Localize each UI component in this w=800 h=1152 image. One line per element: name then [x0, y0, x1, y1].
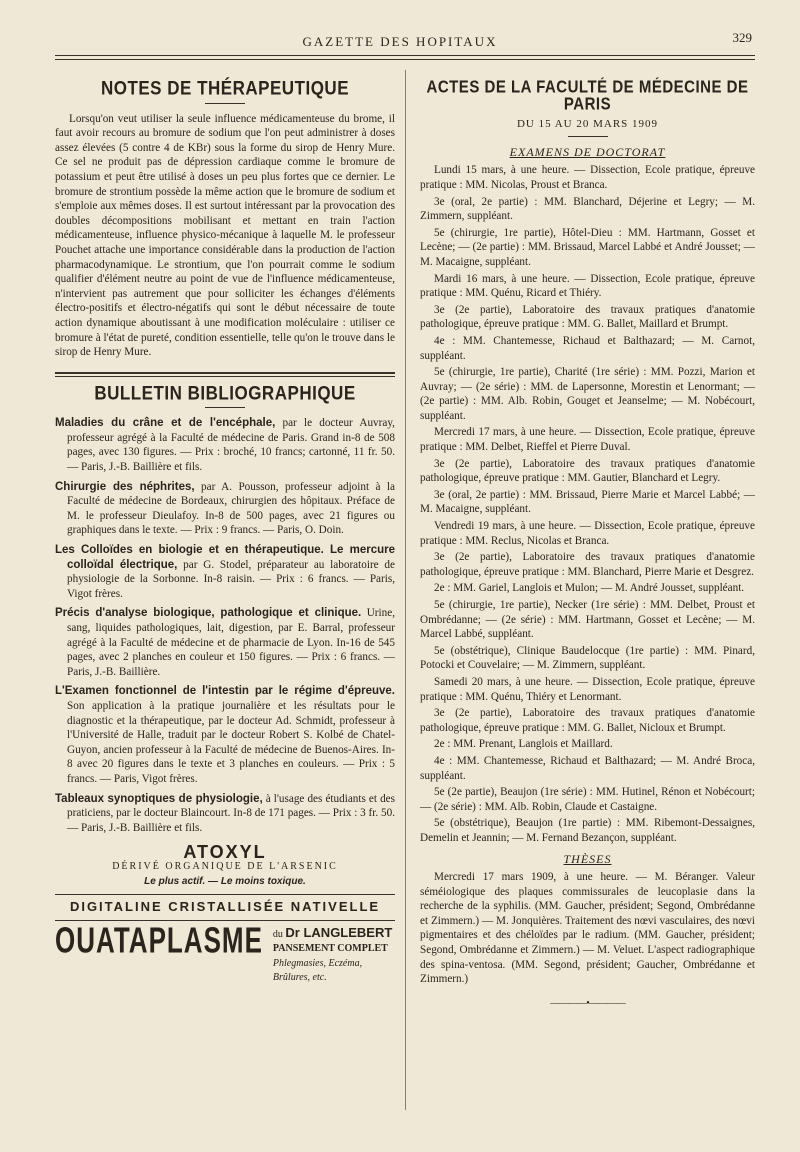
exam-list: [420, 163, 755, 845]
bib-title: Les Colloïdes en biologie et en thérapeutique. Le mercure colloïdal électrique,: [55, 544, 395, 571]
notes-title: NOTES DE THÉRAPEUTIQUE: [100, 77, 350, 100]
running-title: GAZETTE DES HOPITAUX: [302, 34, 498, 49]
bib-text: par A. Pousson, professeur adjoint à la Faculté de médecine de Bordeaux, chirurgien des hôpitaux. Préface de M. le professeur Dieulafoy. In-8 de 500 pages, avec 21 figures ou graphiques dans le texte. — Prix : 9 francs. — Paris, O. Doin.: [67, 480, 396, 537]
bib-entry: [55, 684, 395, 786]
bib-entry: [55, 480, 395, 538]
ad-ouataplasme-row: [55, 918, 395, 986]
exam-paragraph: 5e (chirurgie, 1re partie), Charité (1re série) : MM. Pozzi, Marion et Auvray; — (2e série) : MM. de Lapersonne, Morestin et Lenormant; — (2e partie) : MM. Alb. Robin, Gouget et Jeanselme; — M. Nobécourt, suppléant.: [420, 366, 755, 422]
exam-paragraph: 3e (oral, 2e partie) : MM. Brissaud, Pierre Marie et Marcel Labbé; — M. Macaigne, suppléant.: [420, 488, 755, 516]
bib-title: Précis d'analyse biologique, pathologique et clinique.: [55, 607, 362, 620]
ad-atoxyl: ATOXYL: [183, 842, 267, 863]
section-separator: [55, 372, 395, 377]
actes-dates: DU 15 AU 20 MARS 1909: [516, 118, 659, 131]
bib-text: Son application à la pratique journalière et les résultats pour le diagnostic et la thérapeutique, par le docteur Ad. Schmidt, professeur à l'Université de Halle, traduit par le docteur Robert S. Kolbé de Chatel-Guyon, ancien professeur à la Faculté de médecine de Buenos-Aires. In-8 avec 20 figures dans le texte et 3 planches en couleurs. — Prix : 5 francs. — Paris, Vigot frères.: [67, 699, 395, 785]
title-rule: [568, 136, 608, 137]
bib-title: Chirurgie des néphrites,: [55, 480, 195, 493]
exam-paragraph: 3e (2e partie), Laboratoire des travaux pratiques d'anatomie pathologique, épreuve pratique : MM. Gautier, Blanchard et Legry.: [420, 457, 755, 485]
ad-du: du: [272, 928, 283, 940]
bib-text: par G. Stodel, préparateur au laboratoire de physiologie de la Sorbonne. In-8 raisin. — Prix : 6 francs. — Paris, Vigot frères.: [67, 558, 395, 600]
exam-paragraph: 2e : MM. Gariel, Langlois et Mulon; — M. André Jousset, suppléant.: [434, 582, 745, 595]
bib-title: Maladies du crâne et de l'encéphale,: [55, 417, 276, 430]
exam-paragraph: 5e (chirurgie, 1re partie), Hôtel-Dieu : MM. Hartmann, Gosset et Lecène; — (2e partie) : MM. Brissaud, Marcel Labbé et André Jousset; — M. Macaigne, suppléant.: [420, 226, 755, 268]
ad-atoxyl-tagline: Le plus actif. — Le moins toxique.: [144, 875, 306, 887]
ad-atoxyl-sub: DÉRIVÉ ORGANIQUE DE L'ARSENIC: [112, 860, 338, 872]
actes-title: ACTES DE LA FACULTÉ DE MÉDECINE DE PARIS: [426, 77, 749, 114]
exam-paragraph: 3e (oral, 2e partie) : MM. Blanchard, Déjerine et Legry; — M. Zimmern, suppléant.: [420, 195, 755, 223]
ad-langlebert-name: Dr LANGLEBERT: [285, 924, 393, 940]
ad-indications: Phlegmasies, Eczéma, Brûlures, etc.: [272, 957, 363, 984]
exam-paragraph: 5e (chirurgie, 1re partie), Necker (1re série) : MM. Delbet, Proust et Ombrédanne; — (2e série) : MM. Hartmann, Gosset et Lecène; — M. Marcel Labbé, suppléant.: [420, 599, 755, 641]
theses-heading: THÈSES: [563, 851, 612, 866]
bib-entry: [55, 416, 395, 474]
bib-text: par le docteur Auvray, professeur agrégé à la Faculté de médecine de Paris. Grand in-8 de 508 pages, avec 130 figures. — Prix : broché, 10 francs; cartonné, 11 fr. 50. — Paris, J.-B. Baillière et fils.: [67, 417, 395, 474]
examens-heading: EXAMENS DE DOCTORAT: [509, 144, 666, 159]
exam-paragraph: 5e (obstétrique), Beaujon (1re partie) : MM. Ribemont-Dessaignes, Demelin et Jeannin; — M. Fernand Bezançon, suppléant.: [420, 817, 755, 844]
ad-pansement: PANSEMENT COMPLET: [272, 943, 388, 955]
exam-paragraph: 4e : MM. Chantemesse, Richaud et Balthazard; — M. André Broca, suppléant.: [420, 754, 755, 782]
exam-paragraph: 5e (2e partie), Beaujon (1re série) : MM. Hutinel, Rénon et Nobécourt; — (2e série) : MM. Alb. Robin, Claude et Castaigne.: [420, 786, 755, 813]
header-rule-thin: [55, 59, 755, 60]
exam-paragraph: Lundi 15 mars, à une heure. — Dissection, Ecole pratique, épreuve pratique : MM. Nicolas, Proust et Branca.: [420, 164, 755, 191]
column-divider: [405, 70, 406, 1110]
exam-paragraph: Mercredi 17 mars, à une heure. — Dissection, Ecole pratique, épreuve pratique : MM. Delbet, Rieffel et Pierre Duval.: [420, 426, 755, 454]
bib-title: Tableaux synoptiques de physiologie,: [55, 792, 263, 805]
theses-paragraph: Mercredi 17 mars 1909, à une heure. — M. Béranger. Valeur séméiologique des plaques commissurales de leucoplasie dans la recherche de la syphilis. (MM. Gaucher, président; Segond, Ombrédanne et Zimmern.) — M. Jonquières. Traitement des nœvi vasculaires, des nœvi pigmentaires et des chéloïdes par le radium. (MM. Gaucher, président; Segond, Ombrédanne et Zimmern.) — M. Veluet. L'aspect radiographique des spina-ventosa. (MM. Segond, président; Gaucher, Ombrédanne et Zimmern.): [420, 871, 755, 986]
end-ornament: ————•————: [550, 997, 625, 1009]
title-rule: [205, 407, 245, 408]
exam-paragraph: 3e (2e partie), Laboratoire des travaux pratiques d'anatomie pathologique, épreuve pratique : MM. Blanchard, Pierre Marie et Desgrez.: [420, 551, 755, 578]
exam-paragraph: 3e (2e partie), Laboratoire des travaux pratiques d'anatomie pathologique, épreuve pratique : MM. G. Ballet, Nicloux et Brumpt.: [420, 707, 755, 734]
exam-paragraph: 5e (obstétrique), Clinique Baudelocque (1re partie) : MM. Pinard, Potocki et Couvelaire; — M. Zimmern, suppléant.: [420, 644, 755, 672]
exam-paragraph: Samedi 20 mars, à une heure. — Dissection, Ecole pratique, épreuve pratique : MM. Quénu, Thiéry et Lenormant.: [420, 675, 755, 703]
title-rule: [205, 103, 245, 104]
page-number: 329: [732, 30, 752, 45]
bib-entry: [55, 792, 395, 836]
exam-paragraph: Mardi 16 mars, à une heure. — Dissection, Ecole pratique, épreuve pratique : MM. Quénu, Ricard et Thiéry.: [420, 272, 755, 300]
bulletin-title: BULLETIN BIBLIOGRAPHIQUE: [94, 382, 356, 404]
ad-digitaline: DIGITALINE CRISTALLISÉE NATIVELLE: [69, 899, 381, 915]
left-column: [55, 72, 395, 986]
bib-entry: [55, 543, 395, 601]
exam-paragraph: 4e : MM. Chantemesse, Richaud et Balthazard; — M. Carnot, suppléant.: [420, 334, 755, 362]
exam-paragraph: 3e (2e partie), Laboratoire des travaux pratiques d'anatomie pathologique, épreuve pratique : MM. G. Ballet, Maillard et Brumpt.: [420, 303, 755, 331]
ad-ouataplasme: OUATAPLASME: [55, 918, 263, 961]
right-column: [420, 72, 755, 1011]
bib-text: Urine, sang, liquides pathologiques, lait, digestion, par E. Barral, professeur agrégé à la Faculté de médecine et de pharmacie de Lyon. In-16 de 545 pages, avec 2 planches en couleur et 150 figures. — Prix : 6 francs. — Paris, J.-B. Baillière.: [67, 607, 395, 678]
advertisement: [55, 842, 395, 986]
notes-paragraph: Lorsqu'on veut utiliser la seule influence médicamenteuse du brome, il faut avoir recours au bromure de sodium que l'on peut administrer à doses assez élevées (5 contre 4 de KBr) sous la forme du sirop de Henry Mure. Ce sel ne produit pas de dépression cardiaque comme le bromure de potassium et peut être utilisé à doses un peu plus fortes que ce dernier. Le bromure de strontium possède la même action que le bromure de sodium et s'emploie aux mêmes doses. Il est surtout intéressant par la provocation des doubles décompositions mobilisant et mettant en train l'action médicamenteuse, influence physico-mécanique à laquelle M. le professeur Pouchet attache une importance considérable dans la production de l'action pharmacodynamique. Le strontium, que l'on pourrait comme le sodium qualifier d'élément neutre au point de vue de l'influence médicamenteuse, n'intervient pas autrement que pour solliciter les échanges d'éléments électro-positifs et électro-négatifs qui sont le début nécessaire de toute action dynamique aboutissant à une modification moléculaire : utiliser ce bromure à l'état de pureté, condition essentielle, telle qu'on le trouve dans le sirop de Henry Mure.: [55, 112, 395, 359]
header-rule: [55, 55, 755, 56]
ad-langlebert: [273, 926, 395, 986]
bib-title: L'Examen fonctionnel de l'intestin par le régime d'épreuve.: [55, 685, 395, 698]
exam-paragraph: 2e : MM. Prenant, Langlois et Maillard.: [434, 738, 613, 751]
exam-paragraph: Vendredi 19 mars, à une heure. — Dissection, Ecole pratique, épreuve pratique : MM. Reclus, Nicolas et Branca.: [420, 520, 755, 547]
bib-text: à l'usage des étudiants et des praticiens, par le docteur Blaincourt. In-8 de 171 pages. — Prix : 3 fr. 50. — Paris, J.-B. Baillière et fils.: [67, 792, 395, 834]
bib-entry: [55, 606, 395, 679]
ad-rule: [55, 894, 395, 895]
